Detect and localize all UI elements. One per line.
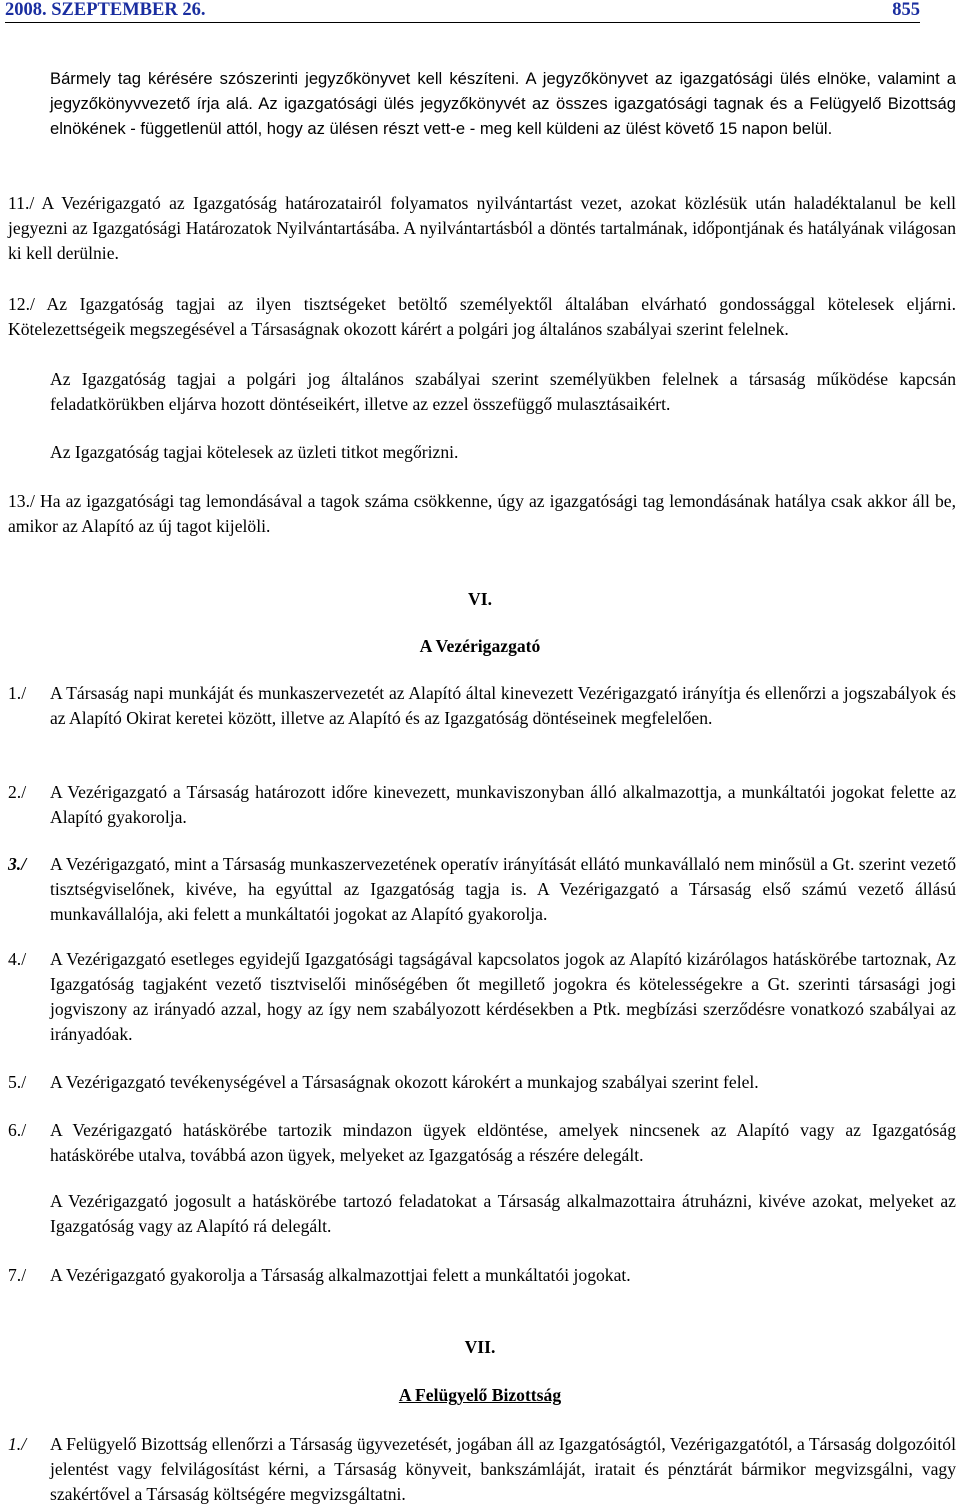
paragraph-text: A Vezérigazgató az Igazgatóság határozatairól folyamatos nyilvántartást vezet, azokat közlésük után haladéktalanul be kell jegyezni az Igazgatósági Határozatok Nyilvántartásába. A nyilvántartásból a döntés tartalmának, időpontjának és hatályának világosan ki kell derülnie. [8, 193, 957, 263]
s7-item-1-text: A Felügyelő Bizottság ellenőrzi a Társaság ügyvezetését, jogában áll az Igazgatóságtól, Vezérigazgatótól, a Társaság dolgozóitól jelentést vagy felvilágosítást kérni, a Társaság könyveit, bankszámláját, iratait és pénztárát bármikor megvizsgálni, vagy szakértővel a Társaság költségére megvizsgáltatni. [50, 1434, 956, 1504]
paragraph-12-liability: Az Igazgatóság tagjai a polgári jog általános szabályai szerint személyükben felelnek a társaság működése kapcsán feladatkörükben eljárva hozott döntéseikért, illetve az ezzel összefüggő mulasztásaikért. [50, 369, 956, 414]
s6-item-4-number: 4./ [8, 949, 27, 969]
s6-item-7-number: 7./ [8, 1265, 27, 1285]
s6-item-2-number: 2./ [8, 782, 27, 802]
s6-item-1-number: 1./ [8, 683, 27, 703]
s7-item-1-number: 1./ [8, 1434, 27, 1454]
section-6-title: A Vezérigazgató [419, 636, 541, 656]
s6-item-6-number: 6./ [8, 1120, 27, 1140]
page-header [5, 0, 920, 23]
header-date: 2008. SZEPTEMBER 26. [5, 0, 206, 20]
section-6-number: VI. [468, 589, 492, 609]
s6-item-3-text: A Vezérigazgató, mint a Társaság munkaszervezetének operatív irányítását ellátó munkavállaló nem minősül a Gt. szerint vezető tisztségviselőnek, kivéve, ha egyúttal az Igazgatóság tagja is. A Vezérigazgató a Társaság első számú vezető állású munkavállalója, aki felett a munkáltatói jogokat az Alapító gyakorolja. [50, 854, 956, 924]
s6-item-6-text: A Vezérigazgató hatáskörébe tartozik mindazon ügyek eldöntése, amelyek nincsenek az Alapító vagy az Igazgatóság hatáskörébe utalva, továbbá azon ügyek, melyeket az Igazgatóság a részére delegált. [50, 1120, 956, 1165]
paragraph-number: 13./ [8, 491, 35, 511]
intro-paragraph: Bármely tag kérésére szószerinti jegyzőkönyvet kell készíteni. A jegyzőkönyvet az igazgatósági ülés elnöke, valamint a jegyzőkönyvvezető írja alá. Az igazgatósági ülés jegyzőkönyvét az összes igazgatósági tagnak és a Felügyelő Bizottság elnökének - függetlenül attól, hogy az ülésen részt vett-e - meg kell küldeni az ülést követő 15 napon belül. [50, 69, 956, 138]
paragraph-12-secret: Az Igazgatóság tagjai kötelesek az üzleti titkot megőrizni. [50, 442, 459, 462]
section-7-title: A Felügyelő Bizottság [398, 1385, 562, 1405]
s6-item-7-text: A Vezérigazgató gyakorolja a Társaság alkalmazottjai felett a munkáltatói jogokat. [50, 1265, 631, 1285]
s6-item-5-text: A Vezérigazgató tevékenységével a Társaságnak okozott károkért a munkajog szabályai szerint felel. [50, 1072, 759, 1092]
s6-item-4-text: A Vezérigazgató esetleges egyidejű Igazgatósági tagságával kapcsolatos jogok az Alapító kizárólagos hatáskörébe tartoznak, Az Igazgatóság tagjaként vezető tisztviselői minőségében őt megillető jogokra és kötelességekre a Gt. szerinti társasági jogi jogviszony az irányadó azzal, hogy az így nem szabályozott kérdésekben a Ptk. megbízási szerződésre vonatkozó szabályai az irányadóak. [50, 949, 956, 1044]
s6-item-3-number: 3./ [8, 854, 27, 874]
paragraph-text: Ha az igazgatósági tag lemondásával a tagok száma csökkenne, úgy az igazgatósági tag lemondásának hatálya csak akkor áll be, amikor az Alapító az új tagot kijelöli. [8, 491, 956, 536]
paragraph-13 [8, 489, 956, 539]
page-number: 855 [892, 0, 920, 20]
paragraph-12 [8, 292, 956, 342]
s6-item-6-text-2: A Vezérigazgató jogosult a hatáskörébe tartozó feladatokat a Társaság alkalmazottaira átruházni, kivéve azokat, melyeket az Igazgatóság vagy az Alapító rá delegált. [50, 1191, 956, 1236]
s6-item-5-number: 5./ [8, 1072, 27, 1092]
paragraph-number: 12./ [8, 294, 35, 314]
paragraph-11 [8, 191, 956, 266]
s6-item-1-text: A Társaság napi munkáját és munkaszervezetét az Alapító által kinevezett Vezérigazgató irányítja és ellenőrzi a jogszabályok és az Alapító Okirat keretei között, illetve az Alapító és az Igazgatóság döntéseinek megfelelően. [50, 683, 956, 728]
paragraph-text: Az Igazgatóság tagjai az ilyen tisztségeket betöltő személyektől általában elvárható gondossággal kötelesek eljárni. Kötelezettségeik megszegésével a Társaságnak okozott kárért a polgári jog általános szabályai szerint felelnek. [8, 294, 956, 339]
paragraph-number: 11./ [8, 193, 35, 213]
s6-item-2-text: A Vezérigazgató a Társaság határozott időre kinevezett, munkaviszonyban álló alkalmazottja, a munkáltatói jogokat felette az Alapító gyakorolja. [50, 782, 956, 827]
section-7-number: VII. [464, 1337, 496, 1357]
